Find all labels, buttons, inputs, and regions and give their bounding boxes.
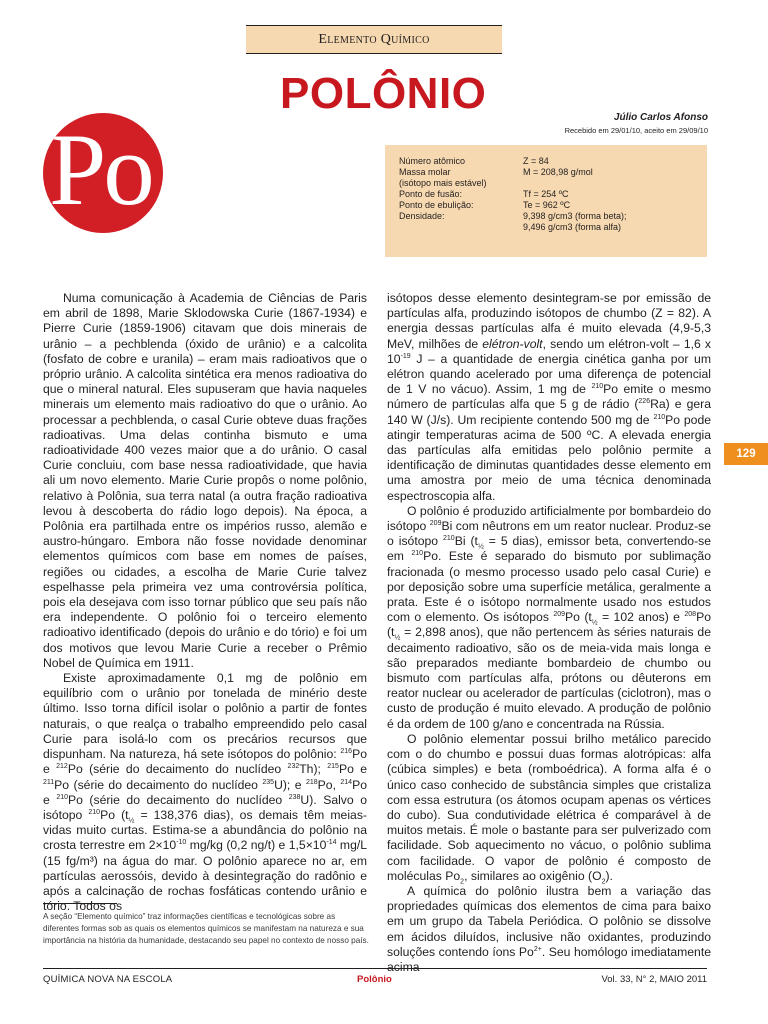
property-label: Massa molar (399, 167, 451, 177)
volume-info: Vol. 33, N° 2, MAIO 2011 (601, 974, 707, 985)
property-label: Ponto de fusão: (399, 189, 463, 199)
paragraph: Existe aproximadamente 0,1 mg de polônio em equilíbrio com o urânio por tonelada de minério deste último. Isso torna difícil isolar o polônio a partir de fontes naturais, o que realça o trabalho empreendido pelo casal Curie para isolá-lo com os precários recursos que dispunham. Na natureza, há sete isótopos do polônio: $^{216}$Po e $^{212}$Po (série do decaimento do nuclídeo $^{232}$Th); $^{215}$Po e $^{211}$Po (série do decaimento do nuclídeo $^{235}$U); e $^{218}$Po, $^{214}$Po e $^{210}$Po (série do decaimento do nuclídeo $^{238}$U). Salvo o isótopo $^{210}$Po ($t_{\frac{1}{2}} = 138,376$ dias), os demais têm meias-vidas muito curtas. Estima-se a abundância do polônio na crosta terrestre em $2\times 10^{-10}$ mg/kg (0,2 ng/t) e $1,5\times 10^{-14}$ mg/L (15 fg/m³) na água do mar. O polônio aparece no ar, em partículas aerossóis, devido à desintegração do radônio e após a calcinação de rochas fosfáticas contendo urânio e tório. Todos os (43, 671, 368, 914)
property-row (399, 178, 627, 189)
property-value: 9,398 g/cm3 (forma beta); (523, 211, 627, 221)
property-label: Número atômico (399, 156, 466, 166)
journal-name: QUÍMICA NOVA NA ESCOLA (43, 974, 173, 985)
paragraph: O polônio elementar possui brilho metálico parecido com o do chumbo e possui duas formas alotrópicas: alfa (cúbica simples) e beta (romboédrica). A forma alfa é o único caso conhecido de substância simples que cristaliza com essa estrutura (os átomos ocupam apenas os vértices do cubo). Sua condutividade elétrica é comparável à de muitos metais. É mole o bastante para ser pulverizado com facilidade. Sob aquecimento no vácuo, o polônio sublima com facilidade. O vapor de polônio é composto de moléculas $Po_2$, similares ao oxigênio $(O_2)$. (387, 731, 711, 886)
running-title: Polônio (357, 974, 392, 985)
property-value: M = 208,98 g/mol (523, 167, 593, 177)
author-name: Júlio Carlos Afonso (613, 112, 708, 123)
property-row (399, 156, 627, 167)
text-column-left (43, 291, 367, 914)
paragraph: A química do polônio ilustra bem a variação das propriedades químicas dos elementos de cima para baixo em um grupo da Tabela Periódica. O polônio se dissolve em ácidos diluídos, inclusive não oxidantes, produzindo soluções contendo íons $Po^{2+}$. Seu homólogo imediatamente acima (387, 883, 711, 974)
property-row (399, 189, 627, 200)
footer-divider (43, 968, 707, 969)
received-accepted-dates: Recebido em 29/01/10, aceito em 29/09/10 (564, 126, 708, 135)
paragraph: O polônio é produzido artificialmente por bombardeio do isótopo $^{209}$Bi com nêutrons em um reator nuclear. Produz-se o isótopo $^{210}$Bi ($t_{\frac{1}{2}} = 5$ dias), emissor beta, convertendo-se em $^{210}$Po. Este é separado do bismuto por sublimação fracionada (o mesmo processo usado pelo casal Curie) e por deposição sobre uma superfície metálica, geralmente a prata. Este é o isótopo normalmente usado nos estudos com o elemento. Os isótopos $^{209}$Po ($t_{\frac{1}{2}} = 102$ anos) e $^{208}$Po ($t_{\frac{1}{2}} = 2,898$ anos), que não pertencem às séries naturais de decaimento radioativo, são os de meia-vida mais longa e são preparados mediante bombardeio de chumbo ou bismuto com partículas alfa, prótons ou dêuterons em reator nuclear ou acelerador de partículas (ciclotron), mas o custo de produção é muito elevado. A produção de polônio é da ordem de 100 g/ano e concentrada na Rússia. (387, 503, 712, 731)
property-row (399, 211, 627, 222)
property-row (399, 222, 627, 233)
property-label (399, 222, 523, 233)
properties-table (399, 156, 627, 233)
properties-box (385, 145, 707, 257)
paragraph: isótopos desse elemento desintegram-se por emissão de partículas alfa, produzindo isótopos de chumbo (Z = 82). A energia dessas partículas alfa é muito elevada (4,9-5,3 MeV, milhões de elétron-volt, sendo um elétron-volt – 1,6 x $10^{-19}$ J – a quantidade de energia cinética ganha por um elétron quando acelerado por uma diferença de potencial de 1 V no vácuo). Assim, 1 mg de $^{210}$Po emite o mesmo número de partículas alfa que 5 g de rádio ($^{226}$Ra) e gera 140 W (J/s). Um recipiente contendo 500 mg de $^{210}$Po pode atingir temperaturas acima de 500 ºC. A elevada energia das partículas alfa emitidas pelo polônio permite a identificação de diminutas quantidades desse elemento em uma amostra por meio de uma técnica denominada espectroscopia alfa. (387, 291, 712, 503)
section-label: Elemento Químico (246, 25, 502, 54)
property-label: (isótopo mais estável) (399, 178, 487, 188)
property-value: Z = 84 (523, 156, 549, 166)
element-symbol-logo (43, 113, 163, 233)
footnote: A seção “Elemento químico” traz informações científicas e tecnológicas sobre as diferentes formas sob as quais os elementos químicos se manifestam na natureza e sua importância na história da humanidade, destacando seu papel no contexto de nosso país. (43, 912, 369, 945)
text-column-right (387, 291, 711, 975)
property-value: 9,496 g/cm3 (forma alfa) (523, 222, 622, 232)
property-row (399, 167, 627, 178)
page-number-tab: 129 (724, 443, 768, 465)
property-value: Tf = 254 ºC (523, 189, 569, 199)
article-title: POLÔNIO (280, 69, 487, 118)
property-label: Ponto de ebulição: (399, 200, 474, 210)
property-value (523, 178, 627, 189)
footnote-divider (43, 903, 117, 904)
element-symbol: Po (49, 113, 152, 227)
property-label: Densidade: (399, 211, 445, 221)
property-row (399, 200, 627, 211)
paragraph: Numa comunicação à Academia de Ciências de Paris em abril de 1898, Marie Sklodowska Curie (1867-1934) e Pierre Curie (1859-1906) citavam que dois minerais de urânio – a pechblenda (óxido de urânio) e a calcolita (fosfato de cobre e uranila) – eram mais radioativos que o próprio urânio. A calcolita sintética era menos radioativa do que o mineral natural. Eles supuseram que havia naqueles minerais um elemento mais radioativo do que o urânio. Ao processar a pechblenda, o casal Curie obteve duas frações radioativas. Uma delas continha bismuto e uma radioatividade 400 vezes maior que a do urânio. O casal Curie concluiu, com base nessa radioatividade, que havia ali um novo elemento. Marie Curie propôs o nome polônio, relativo à Polônia, sua terra natal (a outra fração radioativa levou à descoberta do rádio logo depois). Na época, a Polônia era partilhada entre os impérios russo, alemão e austro-húngaro. Embora não fosse novidade denominar elementos químicos com base em nomes de países, regiões ou cidades, a escolha de Marie Curie talvez espelhasse pela primeira vez uma controvérsia política, pois ela desejava com isso tornar público que seu país não era independente. O polônio foi o terceiro elemento radioativo identificado (depois do urânio e do tório) e foi um dos motivos que levou Marie Curie a receber o Prêmio Nobel de Química em 1911. (43, 291, 367, 670)
property-value: Te = 962 ºC (523, 200, 571, 210)
